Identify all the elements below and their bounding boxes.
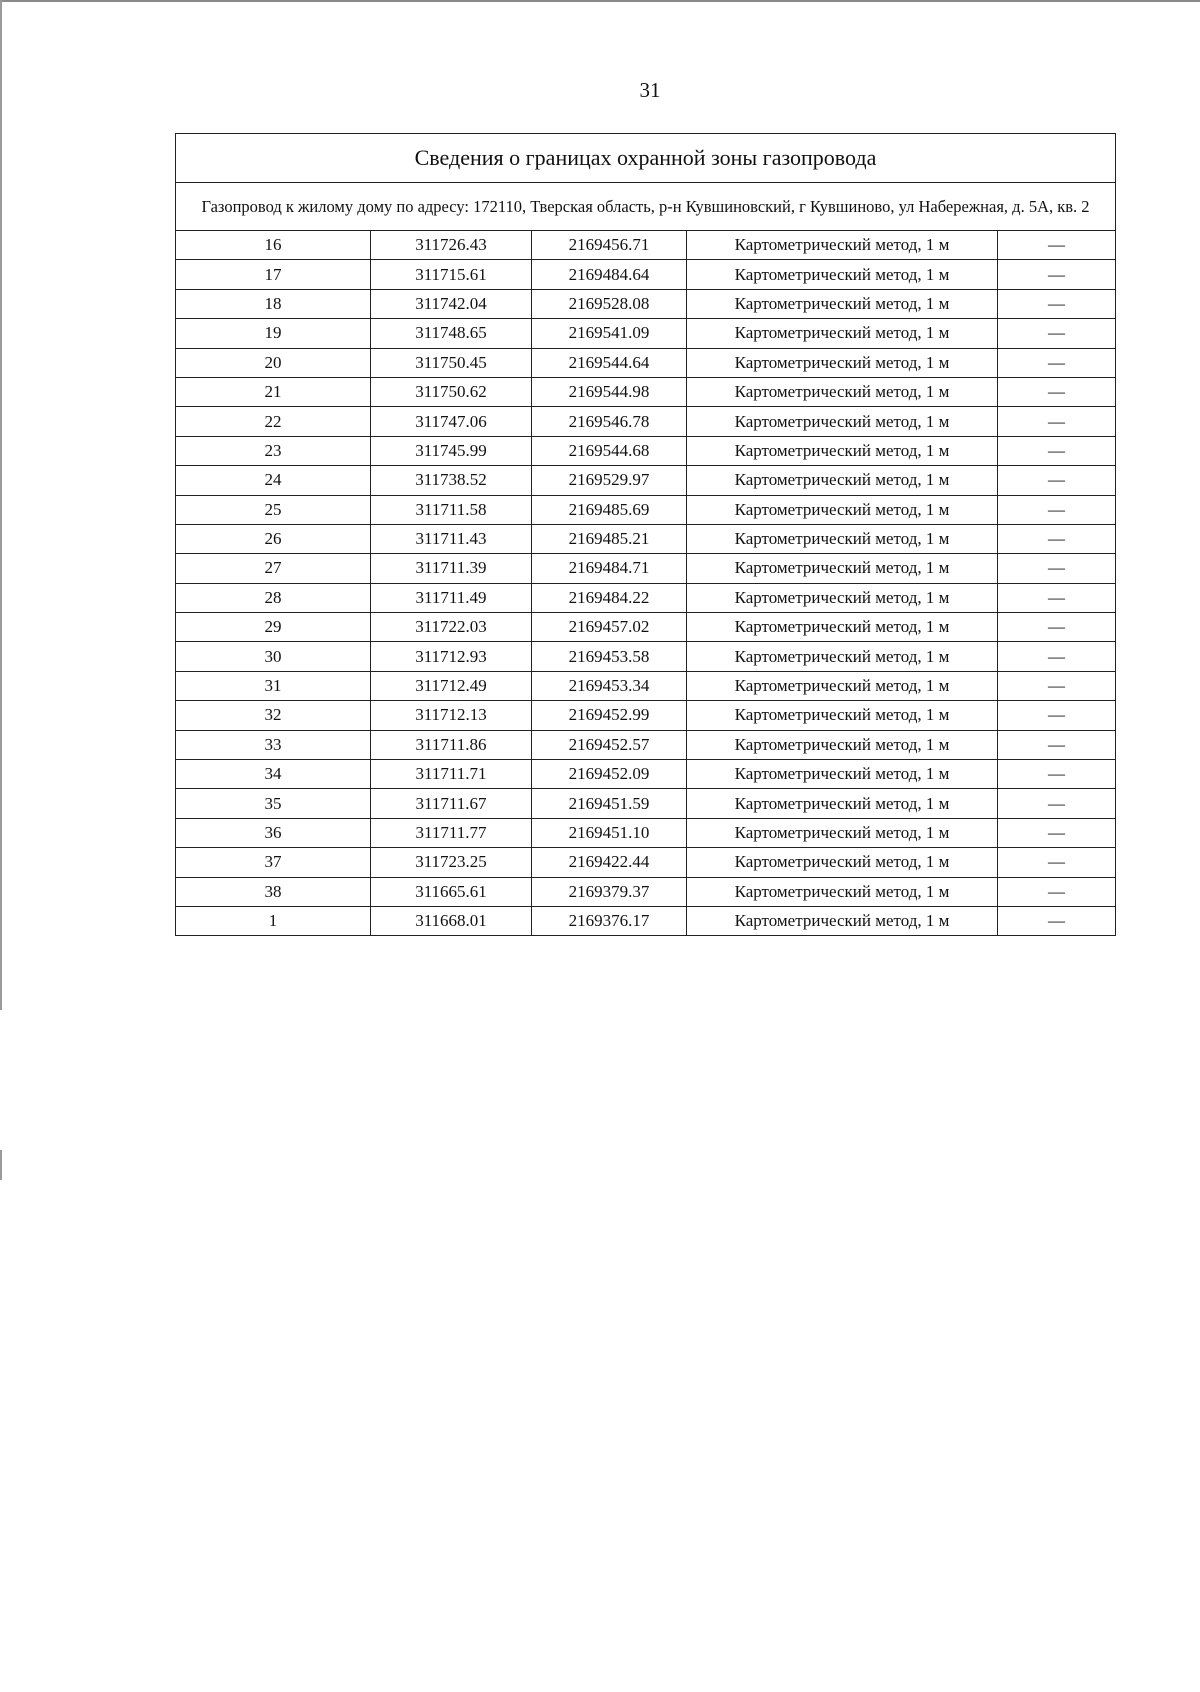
coordinate-x-cell: 311711.77 [371, 818, 532, 847]
note-cell: — [998, 495, 1116, 524]
table-row [176, 906, 1116, 935]
method-cell: Картометрический метод, 1 м [687, 671, 998, 700]
scan-edge-left [0, 0, 2, 1010]
point-number-cell: 29 [176, 613, 371, 642]
note-cell: — [998, 613, 1116, 642]
table-row [176, 289, 1116, 318]
point-number-cell: 38 [176, 877, 371, 906]
coordinate-y-cell: 2169529.97 [532, 466, 687, 495]
coordinate-y-cell: 2169451.59 [532, 789, 687, 818]
table-row [176, 818, 1116, 847]
table-row [176, 583, 1116, 612]
coordinate-y-cell: 2169484.64 [532, 260, 687, 289]
point-number-cell: 20 [176, 348, 371, 377]
coordinates-table [175, 133, 1116, 936]
point-number-cell: 19 [176, 319, 371, 348]
table-row [176, 642, 1116, 671]
coordinate-x-cell: 311745.99 [371, 436, 532, 465]
table-row [176, 701, 1116, 730]
table-row [176, 319, 1116, 348]
coordinate-y-cell: 2169376.17 [532, 906, 687, 935]
point-number-cell: 17 [176, 260, 371, 289]
note-cell: — [998, 671, 1116, 700]
method-cell: Картометрический метод, 1 м [687, 642, 998, 671]
table-row [176, 671, 1116, 700]
note-cell: — [998, 436, 1116, 465]
point-number-cell: 25 [176, 495, 371, 524]
method-cell: Картометрический метод, 1 м [687, 554, 998, 583]
scan-edge-top [0, 0, 1200, 2]
coordinate-y-cell: 2169452.57 [532, 730, 687, 759]
coordinate-y-cell: 2169484.22 [532, 583, 687, 612]
table-row [176, 436, 1116, 465]
point-number-cell: 22 [176, 407, 371, 436]
point-number-cell: 16 [176, 231, 371, 260]
coordinate-y-cell: 2169541.09 [532, 319, 687, 348]
note-cell: — [998, 877, 1116, 906]
coordinate-y-cell: 2169485.21 [532, 524, 687, 553]
note-cell: — [998, 848, 1116, 877]
coordinate-x-cell: 311665.61 [371, 877, 532, 906]
method-cell: Картометрический метод, 1 м [687, 319, 998, 348]
method-cell: Картометрический метод, 1 м [687, 348, 998, 377]
coordinate-x-cell: 311712.13 [371, 701, 532, 730]
table-row [176, 377, 1116, 406]
method-cell: Картометрический метод, 1 м [687, 906, 998, 935]
coordinate-y-cell: 2169453.34 [532, 671, 687, 700]
note-cell: — [998, 289, 1116, 318]
note-cell: — [998, 730, 1116, 759]
coordinate-x-cell: 311711.58 [371, 495, 532, 524]
point-number-cell: 18 [176, 289, 371, 318]
table-row [176, 730, 1116, 759]
method-cell: Картометрический метод, 1 м [687, 495, 998, 524]
coordinate-x-cell: 311711.67 [371, 789, 532, 818]
table-title-row [176, 134, 1116, 183]
coordinate-x-cell: 311711.86 [371, 730, 532, 759]
coordinate-x-cell: 311712.49 [371, 671, 532, 700]
coordinate-x-cell: 311750.62 [371, 377, 532, 406]
note-cell: — [998, 319, 1116, 348]
note-cell: — [998, 260, 1116, 289]
table-row [176, 348, 1116, 377]
point-number-cell: 36 [176, 818, 371, 847]
coordinate-y-cell: 2169485.69 [532, 495, 687, 524]
point-number-cell: 37 [176, 848, 371, 877]
coordinate-x-cell: 311726.43 [371, 231, 532, 260]
note-cell: — [998, 348, 1116, 377]
method-cell: Картометрический метод, 1 м [687, 407, 998, 436]
coordinate-x-cell: 311748.65 [371, 319, 532, 348]
table-row [176, 524, 1116, 553]
point-number-cell: 30 [176, 642, 371, 671]
point-number-cell: 27 [176, 554, 371, 583]
method-cell: Картометрический метод, 1 м [687, 583, 998, 612]
coordinate-y-cell: 2169456.71 [532, 231, 687, 260]
method-cell: Картометрический метод, 1 м [687, 818, 998, 847]
method-cell: Картометрический метод, 1 м [687, 377, 998, 406]
method-cell: Картометрический метод, 1 м [687, 524, 998, 553]
scan-edge-left-lower [0, 1150, 2, 1180]
coordinate-y-cell: 2169528.08 [532, 289, 687, 318]
coordinate-y-cell: 2169457.02 [532, 613, 687, 642]
point-number-cell: 24 [176, 466, 371, 495]
coordinate-x-cell: 311711.39 [371, 554, 532, 583]
coordinate-x-cell: 311711.43 [371, 524, 532, 553]
coordinates-table-container [175, 133, 1115, 936]
method-cell: Картометрический метод, 1 м [687, 289, 998, 318]
table-row [176, 407, 1116, 436]
note-cell: — [998, 818, 1116, 847]
coordinate-x-cell: 311750.45 [371, 348, 532, 377]
point-number-cell: 35 [176, 789, 371, 818]
table-row [176, 231, 1116, 260]
method-cell: Картометрический метод, 1 м [687, 877, 998, 906]
point-number-cell: 33 [176, 730, 371, 759]
point-number-cell: 32 [176, 701, 371, 730]
method-cell: Картометрический метод, 1 м [687, 231, 998, 260]
note-cell: — [998, 377, 1116, 406]
table-row [176, 613, 1116, 642]
coordinate-x-cell: 311742.04 [371, 289, 532, 318]
coordinate-x-cell: 311668.01 [371, 906, 532, 935]
note-cell: — [998, 760, 1116, 789]
coordinate-x-cell: 311747.06 [371, 407, 532, 436]
table-body [176, 134, 1116, 936]
coordinate-x-cell: 311715.61 [371, 260, 532, 289]
coordinate-x-cell: 311723.25 [371, 848, 532, 877]
note-cell: — [998, 407, 1116, 436]
coordinate-y-cell: 2169452.99 [532, 701, 687, 730]
coordinate-y-cell: 2169422.44 [532, 848, 687, 877]
table-row [176, 495, 1116, 524]
method-cell: Картометрический метод, 1 м [687, 789, 998, 818]
coordinate-y-cell: 2169453.58 [532, 642, 687, 671]
method-cell: Картометрический метод, 1 м [687, 613, 998, 642]
method-cell: Картометрический метод, 1 м [687, 466, 998, 495]
point-number-cell: 1 [176, 906, 371, 935]
point-number-cell: 26 [176, 524, 371, 553]
coordinate-y-cell: 2169544.68 [532, 436, 687, 465]
point-number-cell: 31 [176, 671, 371, 700]
note-cell: — [998, 524, 1116, 553]
coordinate-y-cell: 2169451.10 [532, 818, 687, 847]
note-cell: — [998, 583, 1116, 612]
method-cell: Картометрический метод, 1 м [687, 436, 998, 465]
note-cell: — [998, 906, 1116, 935]
table-title: Сведения о границах охранной зоны газопровода [176, 134, 1116, 183]
method-cell: Картометрический метод, 1 м [687, 760, 998, 789]
coordinate-y-cell: 2169452.09 [532, 760, 687, 789]
method-cell: Картометрический метод, 1 м [687, 730, 998, 759]
coordinate-x-cell: 311711.49 [371, 583, 532, 612]
coordinate-y-cell: 2169379.37 [532, 877, 687, 906]
point-number-cell: 21 [176, 377, 371, 406]
method-cell: Картометрический метод, 1 м [687, 701, 998, 730]
coordinate-x-cell: 311738.52 [371, 466, 532, 495]
coordinate-x-cell: 311722.03 [371, 613, 532, 642]
coordinate-y-cell: 2169484.71 [532, 554, 687, 583]
coordinate-x-cell: 311712.93 [371, 642, 532, 671]
table-row [176, 260, 1116, 289]
note-cell: — [998, 554, 1116, 583]
table-row [176, 789, 1116, 818]
table-row [176, 760, 1116, 789]
table-address: Газопровод к жилому дому по адресу: 172110, Тверская область, р-н Кувшиновский, г Кувшиново, ул Набережная, д. 5А, кв. 2 [176, 183, 1116, 231]
coordinate-x-cell: 311711.71 [371, 760, 532, 789]
coordinate-y-cell: 2169544.64 [532, 348, 687, 377]
table-row [176, 877, 1116, 906]
coordinate-y-cell: 2169544.98 [532, 377, 687, 406]
point-number-cell: 23 [176, 436, 371, 465]
table-address-row [176, 183, 1116, 231]
note-cell: — [998, 466, 1116, 495]
point-number-cell: 28 [176, 583, 371, 612]
note-cell: — [998, 642, 1116, 671]
note-cell: — [998, 231, 1116, 260]
coordinate-y-cell: 2169546.78 [532, 407, 687, 436]
page-number: 31 [639, 78, 661, 102]
table-row [176, 554, 1116, 583]
note-cell: — [998, 701, 1116, 730]
point-number-cell: 34 [176, 760, 371, 789]
method-cell: Картометрический метод, 1 м [687, 260, 998, 289]
note-cell: — [998, 789, 1116, 818]
table-row [176, 848, 1116, 877]
method-cell: Картометрический метод, 1 м [687, 848, 998, 877]
table-row [176, 466, 1116, 495]
